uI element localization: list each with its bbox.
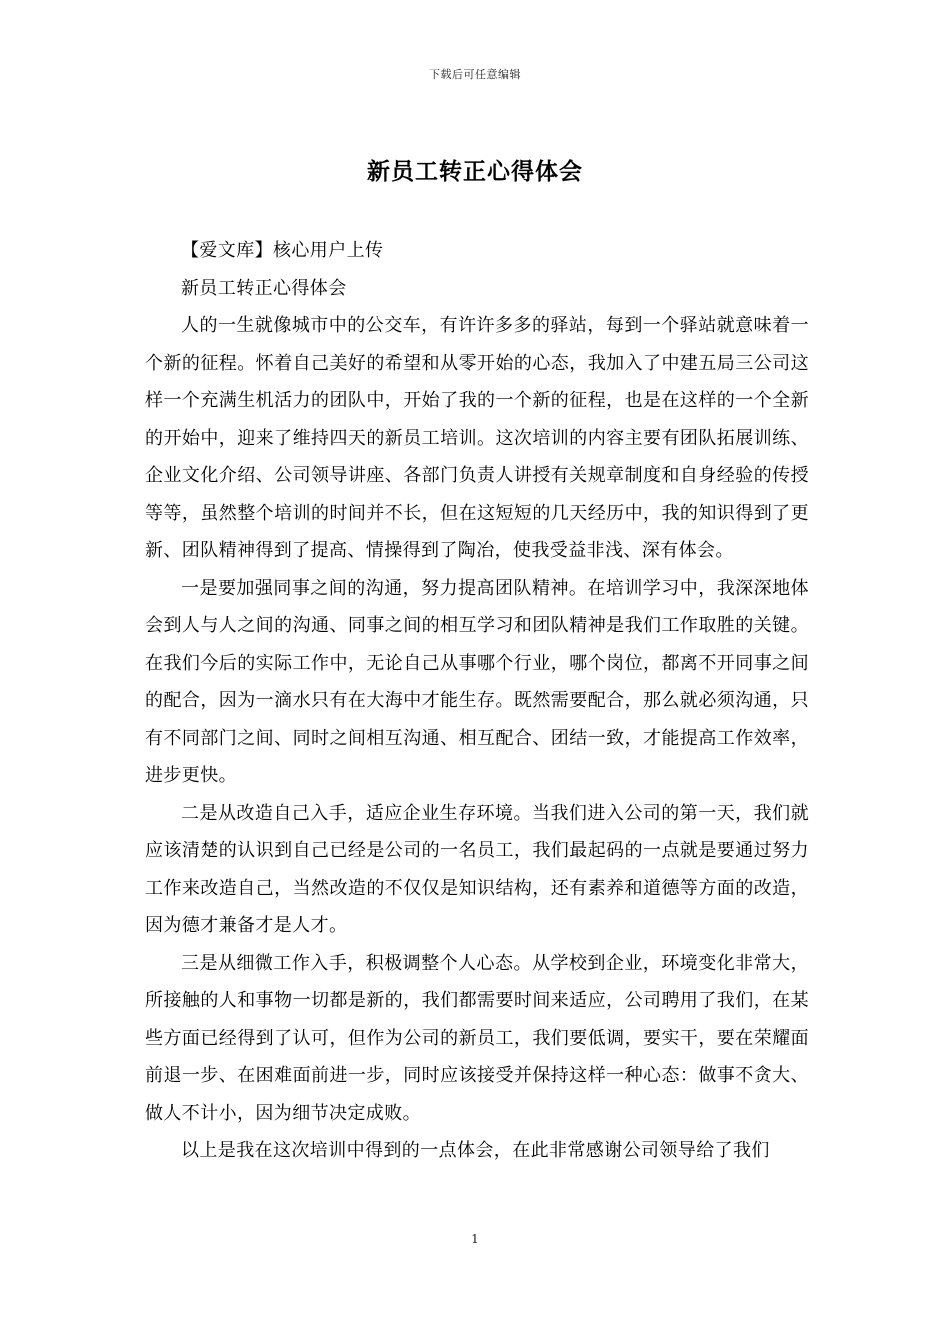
paragraph-point-two: 二是从改造自己入手，适应企业生存环境。当我们进入公司的第一天，我们就应该清楚的认识到自己已经是公司的一名员工，我们最起码的一点就是要通过努力工作来改造自己，当然改造的不仅仅是知识结构，还有素养和道德等方面的改造，因为德才兼备才是人才。 — [145, 802, 809, 936]
document-body — [145, 232, 809, 1170]
source-line: 【爱文库】核心用户上传 — [181, 240, 384, 261]
page-number: 1 — [471, 1232, 479, 1246]
paragraph-point-one: 一是要加强同事之间的沟通，努力提高团队精神。在培训学习中，我深深地体会到人与人之间的沟通、同事之间的相互学习和团队精神是我们工作取胜的关键。在我们今后的实际工作中，无论自己从事哪个行业，哪个岗位，都离不开同事之间的配合，因为一滴水只有在大海中才能生存。既然需要配合，那么就必须沟通，只有不同部门之间、同时之间相互沟通、相互配合、团结一致，才能提高工作效率，进步更快。 — [145, 577, 809, 786]
subtitle-line: 新员工转正心得体会 — [181, 277, 347, 299]
paragraph-closing: 以上是我在这次培训中得到的一点体会，在此非常感谢公司领导给了我们 — [181, 1140, 770, 1161]
header-note: 下载后可任意编辑 — [429, 68, 521, 81]
document-title: 新员工转正心得体会 — [367, 158, 583, 185]
paragraph-point-three: 三是从细微工作入手，积极调整个人心态。从学校到企业，环境变化非常大，所接触的人和事物一切都是新的，我们都需要时间来适应，公司聘用了我们，在某些方面已经得到了认可，但作为公司的新员工，我们要低调，要实干，要在荣耀面前退一步、在困难面前进一步，同时应该接受并保持这样一种心态：做事不贪大、做人不计小，因为细节决定成败。 — [145, 952, 809, 1124]
paragraph-intro: 人的一生就像城市中的公交车，有许许多多的驿站，每到一个驿站就意味着一个新的征程。怀着自己美好的希望和从零开始的心态，我加入了中建五局三公司这样一个充满生机活力的团队中，开始了我的一个新的征程，也是在这样的一个全新的开始中，迎来了维持四天的新员工培训。这次培训的内容主要有团队拓展训练、企业文化介绍、公司领导讲座、各部门负责人讲授有关规章制度和自身经验的传授等等，虽然整个培训的时间并不长，但在这短短的几天经历中，我的知识得到了更新、团队精神得到了提高、情操得到了陶冶，使我受益非浅、深有体会。 — [145, 315, 809, 561]
